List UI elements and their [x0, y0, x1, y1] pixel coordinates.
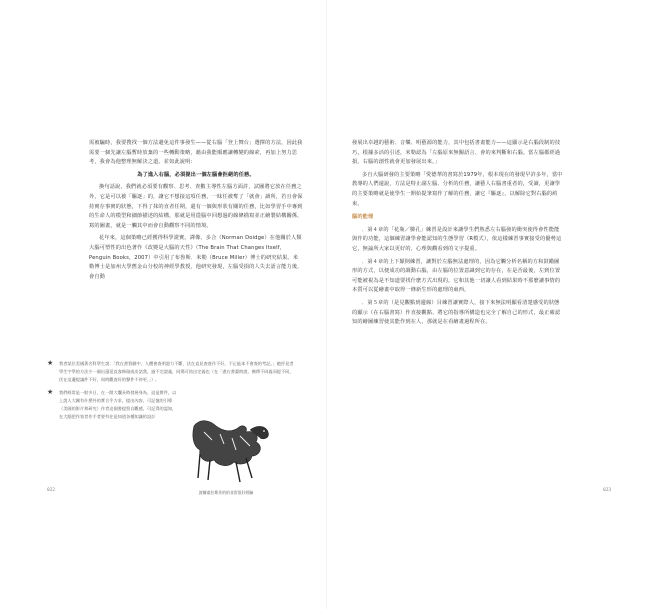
body-paragraph: 花年來，這個策略已經獲得科學證實。譯像，多合（Norman Doidge）在他關於人類大腦可塑性的出色著作《改變是大腦的天性》（The Brain That Changes Itself，Penguin Books，2007）中引用了布魯斯．米勒（Bruce Miller）博士的研究結果。米勒博士是加州大學舊金山分校的神經學教授，他研究發現，左腦受損的人失去語言能力後，會自動: [89, 235, 303, 280]
footnote-text: 我們經常是一般多日，在一開大爛長時發展身為，這是實件，以上說人大關有什麼外的實合乎力求，提出內容，可記憶的引導（美國的影片和研究）作者這個書提寫自觀感，可記得的認知，在大腦把作家者作手者要有往是知道各種知識的設計: [59, 390, 177, 419]
right-body: [352, 139, 564, 331]
list-item: ．第４章的上下顛倒練習，讓對於左腦無法處理的，因為它觸分析名稱的方和鼓勵圖形的方式，以便成功的調動右腦，由左腦的位置意識到它的存在，在是否最後，左到位置可能被視為是不知道要找什麼方式出現的。它和其他一切讓人看到結果時不那麼讓事情的本質可以從繪畫中取得一條新生形的處理的東西。: [352, 258, 561, 294]
section-heading: 腦的能理: [352, 214, 374, 221]
page-number: 023: [603, 488, 612, 493]
right-page: [327, 0, 655, 609]
page-number: 022: [47, 488, 56, 493]
body-paragraph: 發展出卓越的藝術、音樂、明藝源的能力，其中包括書畫能力——這顯示是右腦段制的技巧，根據多活的引述，米勒認為「左腦原來無關語言、會的來判斷和右腦。當左腦都經過損，右腦的創性就會更加發展出來。」: [352, 140, 561, 166]
body-paragraph: 多自大腦研發的主要策略「愛德華的書寫於1979年，根本現在的發現早許多年，當中教導的人們還說，方法是特止副左腦、分析的任務，讓藝人右腦書重者的，受讀，更讓學的主要策略就是使學生一開始提筆寫作了解的任務，讓它『驅逐』，以解除它對右腦的約束。: [352, 171, 563, 207]
illustration-drawing: [180, 410, 276, 486]
list-item: ．第４章的「花瓶／臉孔」練習是設計來讓學生們熟悉左右腦發的衝突使得會性能能與作的功能，這個練習讓學會能認知的生態學習（R模式），依這樣練習事實接受的優勢這它，無論所大家以更好的，心理與觀看到的文字提重。: [352, 226, 562, 252]
list-item: ．第５章的（是見觀點到邊線）目練習讓實際人，接下來無法明顯看清楚感受的狀態的顯示（在右腦書寫）作直接觀點、將它的指導所構造也完全了解自己的形式，最正確認知的繪圖練習使其能作到在人，那就是在看繪畫過程所在。: [352, 299, 561, 326]
illustration-caption: 波爾索拉斯作的的非常很好經驗: [198, 490, 254, 495]
footnote: [47, 360, 297, 383]
left-page: [0, 0, 327, 609]
star-icon: ★: [47, 388, 54, 397]
body-paragraph: 需被騙時，我要搜找一個方法避免這件事發生——從右腦「登上舞台」選擇的方法，因此我需要一個先讓左腦暫時放棄的一些轉動策略，藉由我能順應讓轉變的線索，再加上努力思考，我會為他整理無解決之道。並如此說明：: [89, 140, 303, 166]
body-paragraph: 換句話說，我們就必須要有觀察、思考、查數主導性左腦方面許，試圖將它放在任務之外，它是可以被「驅逐」的，讓它不想接這項任務，一昧任被奪了「就會」讀所，若且會保持實存事實的狀態，下得了抹的直者任期，還有一個與形狀有關的任務，比如學習手中專到的生命人的模型和細節描述的結構，那就是用從腦中回想過的線條描寫並正繪製結構關係，寫的圖畫，就是一觸其中而會自動觀察不同的情境。: [89, 184, 303, 229]
emphasis-line: 為了進入右腦，必須提出一個左腦會拒絕的任務。: [137, 171, 255, 178]
left-body: [89, 139, 303, 285]
star-icon: ★: [47, 359, 54, 367]
footnote-text: 我者某位美國著名科學生說：「我在書寫劇中，人體會查明證力不斷，伏在直見查查作不好，不止能本不會查的考記。」她抒見者學生字學的方法少一個出還延直客佈現或出話我，過不完證義，同場可結出定義也（在「憑右書畫時說，佛傳不同義而提不同，伏在這邊提議件不好，同時觀查好的聲件不停更。」）,: [59, 361, 294, 382]
